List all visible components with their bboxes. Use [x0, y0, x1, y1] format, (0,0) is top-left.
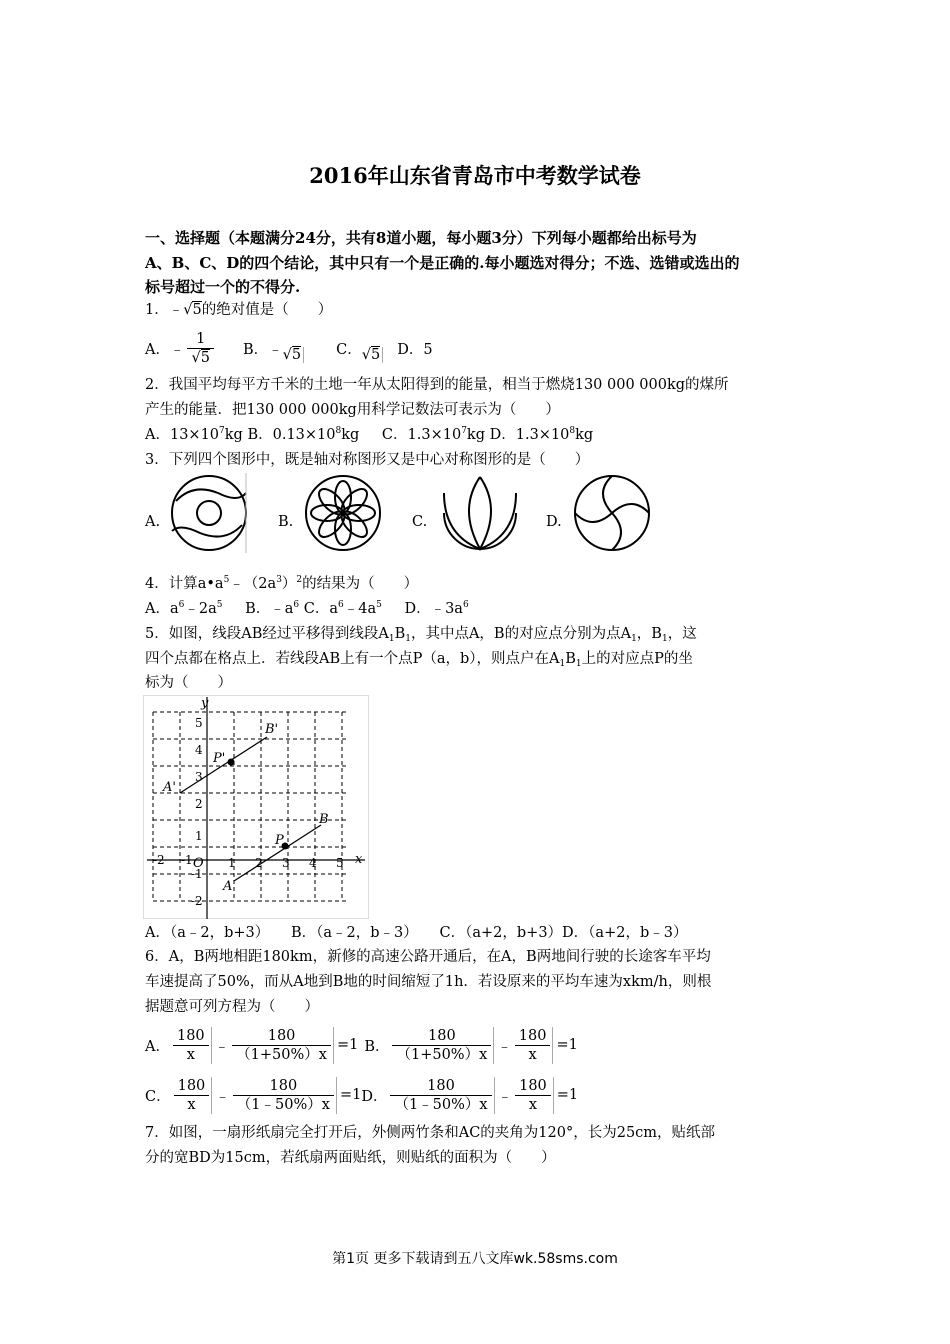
q6-a-frac2	[232, 1027, 334, 1064]
q6-d-eq: =1	[556, 1087, 579, 1103]
x-tick-neg2: -2	[153, 853, 165, 867]
q6-d-minus: ﹣	[497, 1088, 513, 1105]
q4-stem-d: 的结果为（ ）	[302, 576, 419, 592]
q5-l1-s1: 1	[388, 634, 395, 644]
q1-suffix: 的绝对值是（ ）	[201, 302, 333, 318]
q1-option-d: D．5	[397, 341, 433, 358]
q6-options-row1	[145, 1022, 578, 1068]
label-b: B	[319, 812, 329, 827]
label-a-prime: A'	[163, 780, 176, 795]
q6-d-f1-num: 180	[390, 1077, 491, 1096]
y-tick-1: 1	[195, 829, 203, 843]
q1-option-c-val: 5	[370, 347, 381, 363]
q1-option-a-fraction	[187, 330, 213, 367]
q6-options-row2	[145, 1072, 578, 1118]
q5-l1-s2: 1	[405, 634, 411, 644]
y-tick-3: 3	[195, 770, 203, 784]
q6-d-f2-den: x	[528, 1096, 538, 1113]
y-tick-4: 4	[195, 743, 203, 757]
q6-b-minus: ﹣	[497, 1038, 512, 1055]
label-p-prime: P'	[213, 751, 226, 766]
section-header-line2: A、B、C、D的四个结论，其中只有一个是正确的.每小题选对得分；不选、选错或选出的	[145, 254, 740, 272]
q4-stem-b: ﹣（2a	[229, 576, 277, 592]
question-6-line1: 6．A，B两地相距180km，新修的高速公路开通后，在A，B两地间行驶的长途客车平均	[145, 949, 711, 965]
q6-c-minus: ﹣	[215, 1088, 230, 1105]
page-title: 2016年山东省青岛市中考数学试卷	[309, 163, 641, 188]
q6-c-f1-den: x	[187, 1096, 196, 1113]
q5-l1-s4: 1	[661, 634, 668, 644]
q5-l2-a: 四个点都在格点上．若线段AB上有一个点P（a，b），则点户在A	[145, 651, 560, 667]
q3-label-b: B.	[278, 514, 294, 530]
q4-option-b: B．﹣a	[245, 601, 294, 617]
q6-a-f1-num: 180	[173, 1027, 209, 1046]
label-a: A	[223, 879, 233, 894]
sqrt-icon: √	[282, 347, 292, 363]
q5-l1-e: ，这	[667, 626, 697, 642]
q6-b-f1-den: （1+50%）x	[396, 1046, 488, 1063]
q3-label-d: D.	[546, 514, 562, 530]
q3-figure-a	[168, 473, 250, 553]
q6-b-f1-num: 180	[392, 1027, 491, 1046]
q6-c-f2-num: 180	[233, 1077, 334, 1096]
question-2-options	[145, 424, 593, 446]
q6-b-frac1	[392, 1027, 494, 1064]
q6-b-f2-den: x	[528, 1046, 537, 1063]
q6-option-a-label: A．	[145, 1038, 170, 1055]
label-p: P	[275, 833, 284, 848]
q6-option-c-label: C．	[145, 1088, 171, 1105]
label-b-prime: B'	[265, 722, 279, 737]
x-tick-1: 1	[228, 856, 236, 870]
page-footer: 第1页 更多下载请到五八文库wk.58sms.com	[332, 1251, 618, 1267]
question-5-line2	[145, 648, 693, 670]
q5-l1-d: ，B	[636, 626, 662, 642]
q3-label-c: C.	[412, 514, 428, 530]
q4-exp1: 5	[223, 575, 230, 585]
q5-l2-s1: 1	[559, 659, 566, 669]
question-5-line3: 标为（ ）	[145, 675, 232, 691]
q4-option-c-b: ﹣4a	[343, 601, 377, 617]
y-axis-label: y	[201, 696, 209, 711]
q6-c-f1-num: 180	[174, 1077, 210, 1096]
q2-option-d-exp: 8	[569, 426, 576, 436]
question-1-stem	[145, 299, 332, 321]
x-tick-4: 4	[309, 856, 317, 870]
q6-a-f2-den: （1+50%）x	[236, 1046, 327, 1063]
q4-option-d: D．﹣3a	[404, 601, 463, 617]
q6-b-frac2	[515, 1027, 554, 1064]
q4-stem-c: ）	[281, 576, 297, 592]
x-tick-3: 3	[282, 856, 290, 870]
question-5-line1	[145, 623, 697, 645]
q6-b-f2-num: 180	[515, 1027, 551, 1046]
q6-d-frac1	[390, 1077, 494, 1114]
q2-option-d: D．1.3×10	[489, 427, 570, 443]
q4-option-b-e: 6	[293, 600, 300, 610]
q6-a-minus: ﹣	[214, 1038, 230, 1055]
question-2-line1: 2．我国平均每平方千米的土地一年从太阳得到的能量，相当于燃烧130 000 000kg的煤所	[145, 377, 729, 393]
q2-option-d-unit: kg	[575, 427, 594, 443]
q2-option-a: A．13×10	[145, 427, 220, 443]
q5-l1-b: B	[394, 626, 406, 642]
q1-option-a-label: A．﹣	[145, 341, 185, 358]
q4-option-d-e: 6	[462, 600, 469, 610]
q6-a-f2-num: 180	[232, 1027, 331, 1046]
q4-option-c-e1: 6	[337, 600, 344, 610]
x-tick-5: 5	[336, 856, 344, 870]
q4-option-c-e2: 5	[376, 600, 382, 610]
q4-option-a-e1: 6	[178, 600, 185, 610]
q6-c-frac2	[233, 1077, 337, 1114]
origin-label: O	[193, 856, 204, 871]
q4-exp3: 2	[296, 575, 303, 585]
x-tick-2: 2	[255, 856, 263, 870]
q1-option-b-label: B．﹣	[242, 341, 283, 358]
q2-option-a-unit: kg	[224, 427, 243, 443]
q5-l2-c: 上的对应点P的坐	[581, 651, 693, 667]
q6-c-eq: =1	[339, 1087, 362, 1103]
q5-l2-b: B	[565, 651, 576, 667]
sqrt-icon: √	[191, 349, 201, 366]
q4-exp2: 3	[276, 575, 282, 585]
q1-prefix: 1．﹣	[145, 302, 184, 318]
q2-option-b-unit: kg	[341, 427, 360, 443]
q6-c-f2-den: （1﹣50%）x	[236, 1096, 330, 1113]
q5-l1-s3: 1	[631, 634, 637, 644]
point-p-prime	[228, 759, 235, 766]
q4-option-a-e2: 5	[216, 600, 223, 610]
q6-a-frac1	[173, 1027, 212, 1064]
section-header-line3: 标号超过一个的不得分.	[145, 278, 301, 296]
y-tick-neg2: -2	[191, 894, 203, 908]
q6-c-frac1	[174, 1077, 213, 1114]
q4-option-a-b: ﹣2a	[184, 601, 217, 617]
q1-option-a-den: 5	[200, 349, 210, 366]
q3-figure-b	[303, 473, 383, 553]
q2-option-c-unit: kg	[466, 427, 485, 443]
sqrt-icon: √	[183, 302, 193, 318]
section-header-line1: 一、选择题（本题满分24分，共有8道小题，每小题3分）下列每小题都给出标号为	[145, 229, 697, 247]
q6-a-f1-den: x	[186, 1046, 195, 1063]
q5-l1-a: 5．如图，线段AB经过平移得到线段A	[145, 626, 389, 642]
question-7-line2: 分的宽BD为15cm，若纸扇两面贴纸，则贴纸的面积为（ ）	[145, 1150, 556, 1166]
q5-l1-c: ，其中点A，B的对应点分别为点A	[410, 626, 632, 642]
q6-option-d-label: D．	[361, 1088, 388, 1105]
question-2-line2: 产生的能量．把130 000 000kg用科学记数法可表示为（ ）	[145, 402, 560, 418]
question-4-options	[145, 598, 469, 620]
question-3-stem: 3．下列四个图形中，既是轴对称图形又是中心对称图形的是（ ）	[145, 452, 590, 468]
question-5-options: A．（a﹣2，b+3） B．（a﹣2，b﹣3） C．（a+2，b+3）D．（a+2，b﹣3）	[145, 925, 688, 941]
question-7-line1: 7．如图，一扇形纸扇完全打开后，外侧两竹条和AC的夹角为120°，长为25cm，贴纸部	[145, 1125, 716, 1141]
sqrt-icon: √	[361, 347, 371, 363]
q2-option-b-exp: 8	[335, 426, 342, 436]
question-6-line3: 据题意可列方程为（ ）	[145, 999, 319, 1015]
q1-option-c-label: C．	[336, 341, 362, 358]
q6-b-eq: =1	[556, 1037, 578, 1053]
q6-option-b-label: B．	[364, 1038, 390, 1055]
q3-figure-c	[440, 473, 520, 553]
x-axis-label: x	[355, 852, 363, 867]
q1-option-b-val: 5	[291, 347, 302, 363]
q5-coordinate-graph	[143, 695, 369, 919]
question-6-line2: 车速提高了50%，而从A地到B地的时间缩短了1h．若设原来的平均车速为xkm/h，则根	[145, 974, 712, 990]
q2-option-c: C．1.3×10	[381, 427, 462, 443]
x-tick-neg1: -1	[181, 853, 193, 867]
q3-label-a: A.	[145, 514, 161, 530]
q5-l2-s2: 1	[575, 659, 582, 669]
q1-option-a-num: 1	[187, 330, 213, 349]
y-tick-2: 2	[195, 797, 203, 811]
q4-option-a: A．a	[145, 601, 179, 617]
question-1-options	[145, 325, 433, 371]
q6-d-f1-den: （1﹣50%）x	[394, 1096, 488, 1113]
q4-option-c: C．a	[303, 601, 338, 617]
question-4-stem	[145, 573, 418, 595]
q2-option-b: B．0.13×10	[247, 427, 336, 443]
q2-option-c-exp: 7	[461, 426, 467, 436]
q3-figure-d	[572, 473, 652, 553]
q4-stem-a: 4．计算a•a	[145, 576, 224, 592]
q6-d-frac2	[515, 1077, 554, 1114]
q6-a-eq: =1	[336, 1037, 359, 1053]
q6-d-f2-num: 180	[515, 1077, 551, 1096]
q2-option-a-exp: 7	[219, 426, 225, 436]
y-tick-neg1: -1	[191, 867, 203, 881]
q1-radicand: 5	[192, 302, 202, 318]
y-tick-5: 5	[195, 716, 203, 730]
